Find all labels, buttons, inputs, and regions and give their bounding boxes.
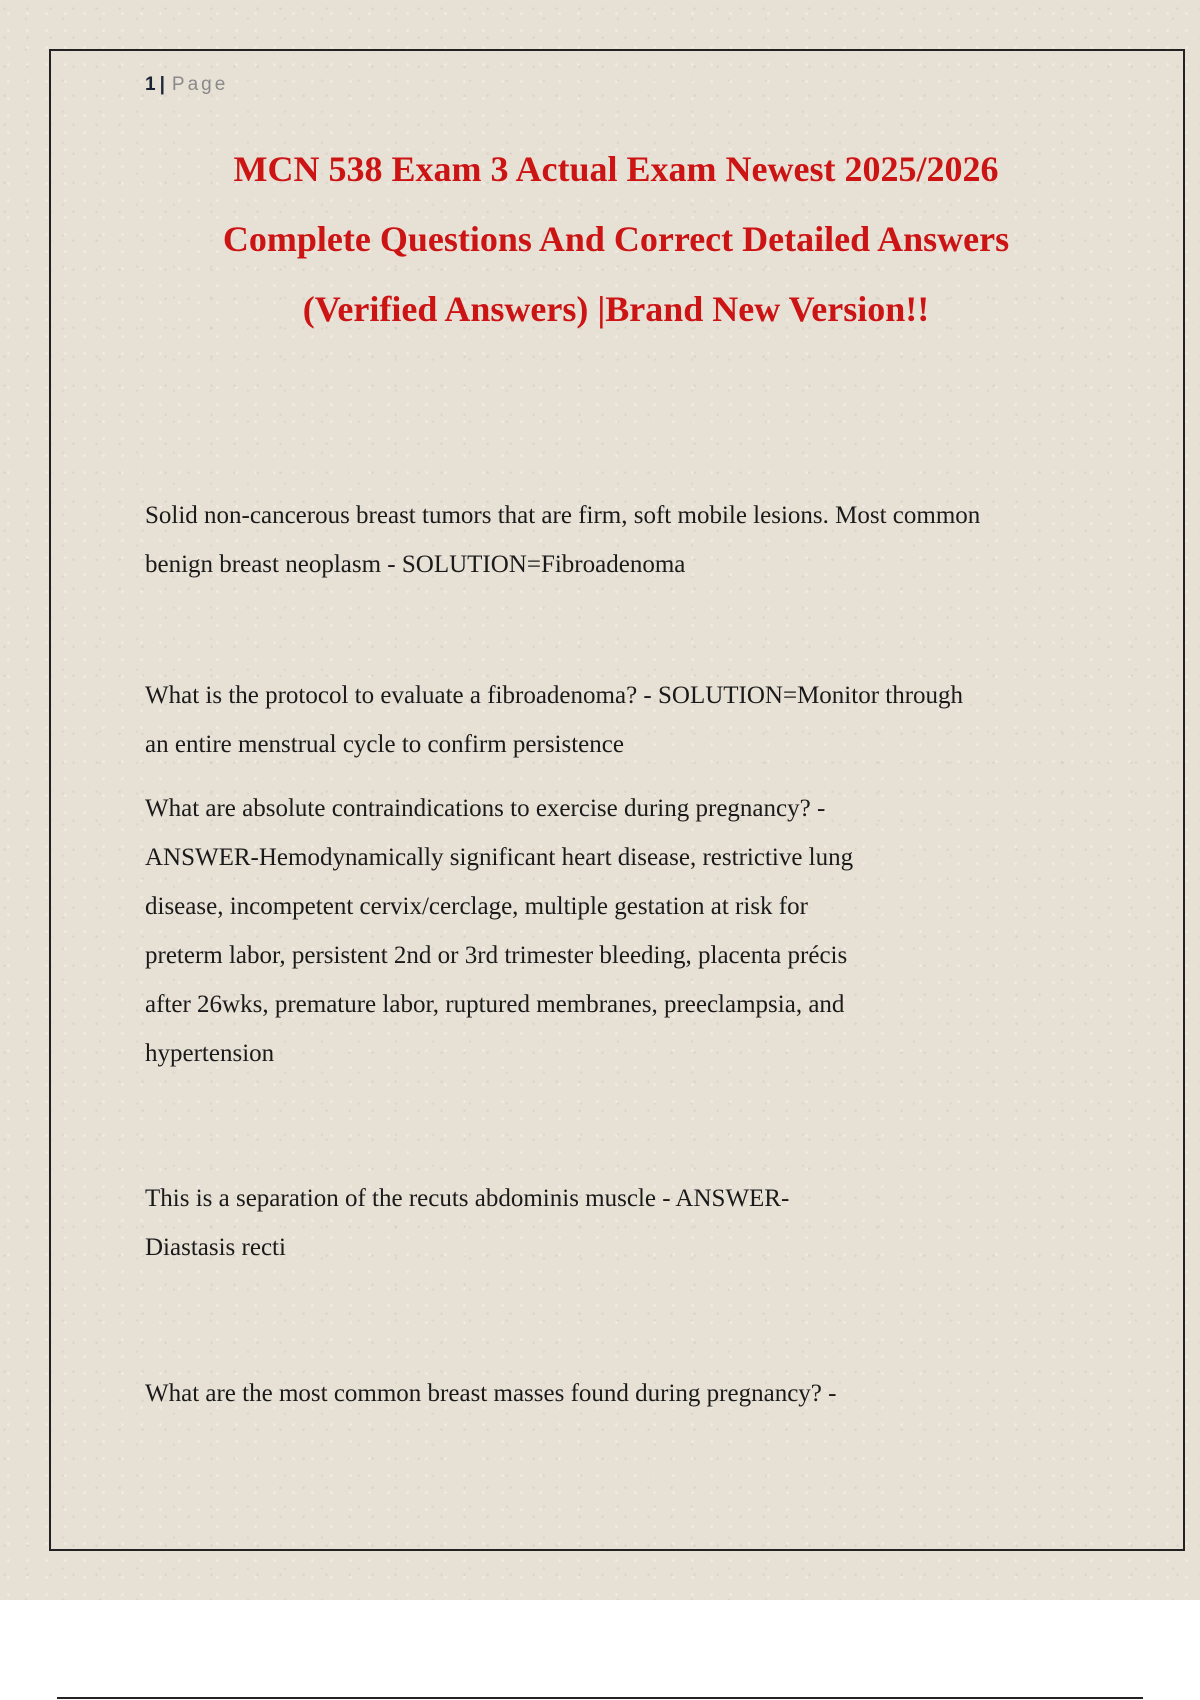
qa-line: This is a separation of the recuts abdominis muscle - ANSWER-	[145, 1185, 790, 1212]
qa-line: ANSWER-Hemodynamically significant heart disease, restrictive lung	[145, 844, 854, 871]
qa-line: hypertension	[145, 1040, 275, 1067]
qa-item-fibroadenoma-protocol	[145, 671, 963, 769]
title-line: MCN 538 Exam 3 Actual Exam Newest 2025/2026	[233, 149, 999, 189]
page-number-value: 1	[145, 74, 156, 95]
qa-line: What are absolute contraindications to exercise during pregnancy? -	[145, 795, 826, 822]
title-line: (Verified Answers) |Brand New Version!!	[302, 289, 930, 329]
qa-line: after 26wks, premature labor, ruptured membranes, preeclampsia, and	[145, 991, 845, 1018]
page-number-separator: |	[159, 74, 168, 95]
qa-line: What is the protocol to evaluate a fibroadenoma? - SOLUTION=Monitor through	[145, 682, 964, 709]
qa-item-fibroadenoma-definition	[145, 491, 980, 589]
page-number	[145, 74, 228, 96]
qa-item-exercise-contraindications	[145, 784, 853, 1078]
bottom-rule	[57, 1697, 1143, 1699]
qa-line: disease, incompetent cervix/cerclage, multiple gestation at risk for	[145, 893, 808, 920]
qa-line: benign breast neoplasm - SOLUTION=Fibroadenoma	[145, 551, 686, 578]
title-line: Complete Questions And Correct Detailed Answers	[222, 219, 1010, 259]
document-title	[100, 134, 1132, 344]
qa-line: an entire menstrual cycle to confirm persistence	[145, 731, 624, 758]
qa-line: What are the most common breast masses found during pregnancy? -	[145, 1380, 837, 1407]
qa-item-diastasis-recti	[145, 1174, 789, 1272]
page-number-label: Page	[171, 74, 229, 95]
qa-line: preterm labor, persistent 2nd or 3rd trimester bleeding, placenta précis	[145, 942, 848, 969]
qa-line: Diastasis recti	[145, 1234, 286, 1261]
qa-item-breast-masses	[145, 1369, 836, 1418]
qa-line: Solid non-cancerous breast tumors that are firm, soft mobile lesions. Most common	[145, 502, 981, 529]
